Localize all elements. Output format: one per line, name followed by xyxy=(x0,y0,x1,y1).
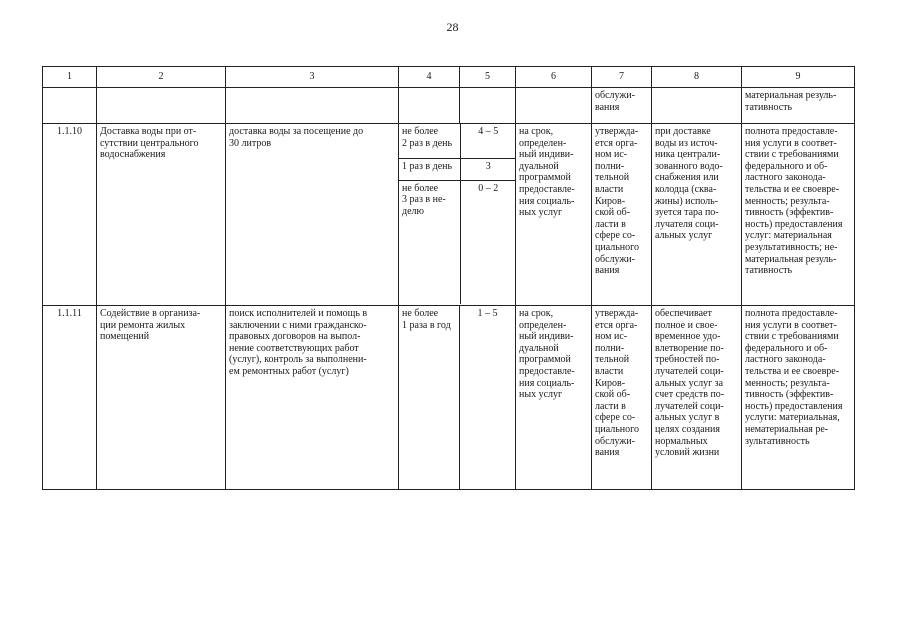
column-number: 2 xyxy=(97,67,226,88)
norm-time: 1 – 5 xyxy=(460,306,516,490)
continuation-quality: материальная резуль- тативность xyxy=(742,88,855,124)
services-table xyxy=(42,66,855,490)
service-conditions: обеспечивает полное и свое- временное удо- влетворение по- требностей по- лучателей соци- альных услуг за счет средств по- лучателей соци- альных услуг в целях создания нормальных условий жизни xyxy=(652,306,742,490)
service-description: поиск исполнителей и помощь в заключении с ними гражданско- правовых договоров на выпол- нение соответствующих работ (услуг), контроль за выполнени- ем ремонтных работ (услуг) xyxy=(226,306,399,490)
page-number: 28 xyxy=(446,20,459,34)
service-term: на срок, определен- ный индиви- дуальной программой предоставле- ния социаль- ных услуг xyxy=(516,306,592,490)
service-standard: утвержда- ется орга- ном ис- полни- тельной власти Киров- ской об- ласти в сфере со- циального обслужи- вания xyxy=(592,306,652,490)
service-standard: утвержда- ется орга- ном ис- полни- тельной власти Киров- ской об- ласти в сфере со- циального обслужи- вания xyxy=(592,124,652,306)
norm-time: 0 – 2 xyxy=(478,182,499,194)
norm-frequency: 1 раз в день xyxy=(399,158,460,180)
service-quality: полнота предоставле- ния услуги в соответ- ствии с требованиями федерального и об- ластного законода- тельства и ее своевре- менность; результа- тивность (эффектив- ность) предоставления услуг: материальная результативность; не- материальная резуль- тативность xyxy=(742,124,855,306)
service-conditions: при доставке воды из источ- ника централи- зованного водо- снабжения или колодца (сква- жины) исполь- зуется тара по- лучателя соци- альных услуг xyxy=(652,124,742,306)
table-row xyxy=(43,306,855,490)
service-code: 1.1.11 xyxy=(43,306,97,490)
continuation-row xyxy=(43,88,855,124)
continuation-standard: обслужи- вания xyxy=(592,88,652,124)
service-code: 1.1.10 xyxy=(43,124,97,306)
service-name: Содействие в организа- ции ремонта жилых помещений xyxy=(97,306,226,490)
column-number: 6 xyxy=(516,67,592,88)
column-number: 9 xyxy=(742,67,855,88)
column-number: 8 xyxy=(652,67,742,88)
norm-frequency: не более 3 раз в не- делю xyxy=(399,180,460,304)
service-description: доставка воды за посещение до 30 литров xyxy=(226,124,399,306)
norm-time: 3 xyxy=(460,158,516,180)
table-row xyxy=(43,124,855,306)
norm-frequency: не более 1 раза в год xyxy=(399,306,460,490)
norms-subtable xyxy=(399,124,516,304)
column-number: 7 xyxy=(592,67,652,88)
column-number: 1 xyxy=(43,67,97,88)
column-number: 5 xyxy=(460,67,516,88)
norm-frequency: не более 2 раз в день xyxy=(399,124,460,158)
norms-cell xyxy=(399,124,516,306)
service-quality: полнота предоставле- ния услуги в соответ- ствии с требованиями федерального и об- ластного законода- тельства и ее своевре- менность; результа- тивность (эффектив- ность) предоставления услуги: материальная, нематериальная ре- зультативность xyxy=(742,306,855,490)
norm-time: 4 – 5 xyxy=(460,124,516,158)
service-name: Доставка воды при от- сутствии центрального водоснабжения xyxy=(97,124,226,306)
column-number: 4 xyxy=(399,67,460,88)
service-term: на срок, определен- ный индиви- дуальной программой предоставле- ния социаль- ных услуг xyxy=(516,124,592,306)
column-number: 3 xyxy=(226,67,399,88)
column-number-row xyxy=(43,67,855,88)
